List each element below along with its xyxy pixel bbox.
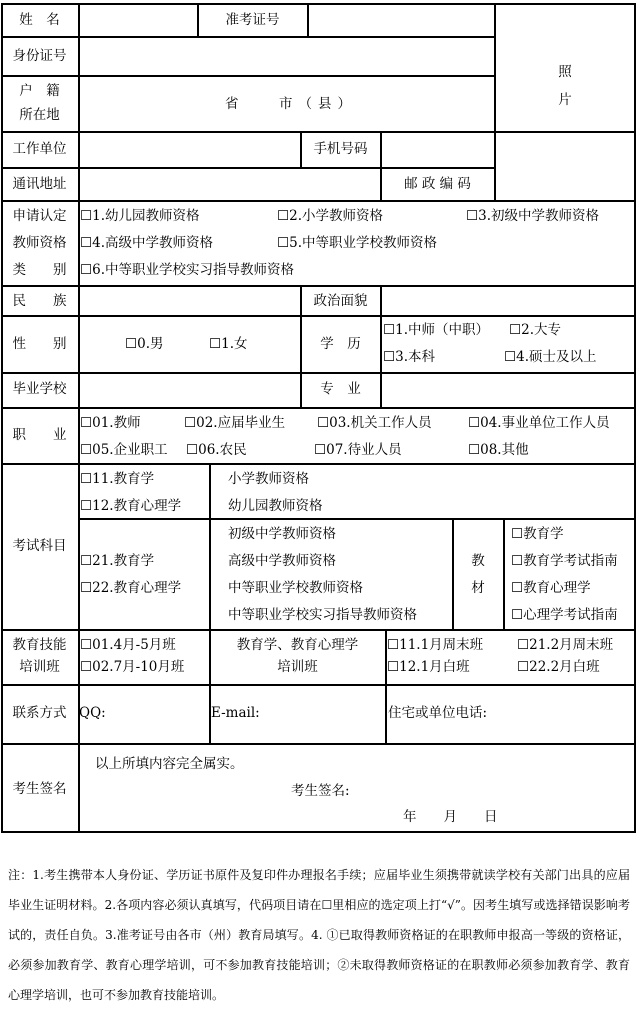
training-middle-text: 培训班 [277, 659, 318, 675]
grid-line [1, 200, 635, 202]
huji-label: 户 籍 [19, 83, 60, 99]
province-text: 省 [225, 96, 239, 112]
occupation-option[interactable]: ☐08.其他 [468, 442, 529, 458]
exam-level-text: 初级中学教师资格 [228, 526, 336, 542]
qualification-type-label: 教师资格 [12, 235, 67, 251]
qualification-option[interactable]: ☐1.幼儿园教师资格 [80, 208, 200, 224]
exam-level-text: 小学教师资格 [228, 471, 309, 487]
school-label: 毕业学校 [12, 381, 67, 397]
qualification-option[interactable]: ☐4.高级中学教师资格 [80, 235, 213, 251]
grid-line [1, 684, 635, 686]
exam-level-text: 高级中学教师资格 [228, 553, 336, 569]
training-option[interactable]: ☐01.4月-5月班 [80, 637, 176, 653]
textbook-option[interactable]: ☐教育学 [511, 526, 564, 542]
ethnic-field[interactable] [79, 286, 299, 315]
phone-field[interactable]: 住宅或单位电话: [388, 705, 488, 721]
education-option[interactable]: ☐4.硕士及以上 [504, 349, 597, 365]
huji-label: 所在地 [19, 107, 60, 123]
education-option[interactable]: ☐1.中师（中职） [383, 322, 489, 338]
textbook-label: 教 [471, 553, 485, 569]
education-option[interactable]: ☐3.本科 [383, 349, 435, 365]
exam-subject-option[interactable]: ☐21.教育学 [80, 553, 155, 569]
admission-number-label: 准考证号 [225, 12, 280, 28]
grid-line [78, 518, 635, 520]
exam-subject-option[interactable]: ☐11.教育学 [80, 471, 155, 487]
grid-line [1, 463, 635, 465]
training-option[interactable]: ☐11.1月周末班 [387, 637, 484, 653]
training-label: 培训班 [19, 659, 60, 675]
grid-line [1, 629, 635, 631]
exam-level-text: 中等职业学校实习指导教师资格 [228, 607, 417, 623]
footnotes: 注：1.考生携带本人身份证、学历证书原件及复印件办理报名手续；应届毕业生须携带就读学校有关部门出具的应届毕业生证明材料。2.各项内容必须认真填写，代码项目请在☐里相应的选定项上打“√”。因考生填写或选择错误影响考试的，责任自负。3.准考证号由各市（州）教育局填写。4. ①已取得教师资格证的在职教师申报高一等级的资格证，必须参加教育学、教育心理学培训，可不参加教育技能培训；②未取得教师资格证的在职教师必须参加教育学、教育心理学培训，也可不参加教育技能培训。 [8, 868, 630, 1002]
work-unit-label: 工作单位 [12, 141, 67, 157]
grid-line [503, 518, 505, 630]
qualification-option[interactable]: ☐2.小学教师资格 [277, 208, 383, 224]
city-text: 市（县） [279, 96, 357, 112]
postcode-label: 邮 政 编 码 [404, 176, 471, 192]
training-option[interactable]: ☐21.2月周末班 [517, 637, 614, 653]
address-field[interactable] [79, 168, 379, 200]
education-option[interactable]: ☐2.大专 [509, 322, 561, 338]
qualification-option[interactable]: ☐5.中等职业学校教师资格 [277, 235, 437, 251]
name-field[interactable] [79, 4, 196, 36]
textbook-option[interactable]: ☐教育心理学 [511, 580, 591, 596]
qualification-type-label: 申请认定 [12, 208, 67, 224]
work-unit-field[interactable] [79, 132, 299, 167]
date-text: 年 月 日 [403, 809, 498, 825]
training-option[interactable]: ☐02.7月-10月班 [80, 659, 185, 675]
training-middle-text: 教育学、教育心理学 [236, 637, 359, 653]
school-field[interactable] [79, 373, 299, 407]
major-label: 专 业 [320, 381, 361, 397]
exam-level-text: 中等职业学校教师资格 [228, 580, 363, 596]
name-label: 姓 名 [19, 12, 60, 28]
textbook-label: 材 [471, 580, 485, 596]
occupation-label: 职 业 [12, 427, 67, 443]
application-form [1, 3, 635, 833]
grid-line [1, 743, 635, 745]
qualification-option[interactable]: ☐6.中等职业学校实习指导教师资格 [80, 262, 294, 278]
declaration-text: 以上所填内容完全属实。 [95, 756, 244, 772]
gender-option-male[interactable]: ☐0.男 [125, 336, 164, 352]
mobile-field[interactable] [382, 132, 493, 167]
grid-line [1, 315, 635, 317]
email-field[interactable]: E-mail: [211, 705, 260, 721]
id-number-field[interactable] [79, 37, 493, 75]
occupation-option[interactable]: ☐05.企业职工 [80, 442, 168, 458]
qq-field[interactable]: QQ: [79, 705, 106, 721]
training-label: 教育技能 [12, 637, 67, 653]
address-label: 通讯地址 [12, 176, 67, 192]
occupation-option[interactable]: ☐03.机关工作人员 [317, 415, 432, 431]
contact-label: 联系方式 [12, 705, 67, 721]
qualification-option[interactable]: ☐3.初级中学教师资格 [466, 208, 599, 224]
grid-line [1, 75, 495, 77]
political-status-field[interactable] [382, 286, 633, 315]
postcode-field[interactable] [496, 168, 633, 200]
photo-label: 片 [558, 92, 572, 108]
training-option[interactable]: ☐12.1月白班 [387, 659, 470, 675]
exam-subject-option[interactable]: ☐12.教育心理学 [80, 498, 182, 514]
ethnic-label: 民 族 [12, 293, 67, 309]
education-label: 学 历 [320, 336, 361, 352]
occupation-option[interactable]: ☐02.应届毕业生 [184, 415, 286, 431]
occupation-option[interactable]: ☐01.教师 [80, 415, 141, 431]
occupation-option[interactable]: ☐04.事业单位工作人员 [468, 415, 610, 431]
qualification-type-label: 类 别 [12, 262, 67, 278]
signature-label: 考生签名 [12, 781, 67, 797]
id-number-label: 身份证号 [12, 48, 67, 64]
textbook-option[interactable]: ☐心理学考试指南 [511, 607, 618, 623]
grid-line [1, 831, 635, 833]
political-status-label: 政治面貌 [313, 293, 368, 309]
exam-level-text: 幼儿园教师资格 [228, 498, 323, 514]
gender-label: 性 别 [12, 336, 67, 352]
grid-line [209, 463, 211, 744]
occupation-option[interactable]: ☐06.农民 [186, 442, 247, 458]
textbook-option[interactable]: ☐教育学考试指南 [511, 553, 618, 569]
gender-option-female[interactable]: ☐1.女 [209, 336, 248, 352]
mobile-label: 手机号码 [313, 141, 368, 157]
signature-prompt[interactable]: 考生签名: [291, 783, 350, 799]
grid-line [452, 518, 454, 630]
exam-subject-option[interactable]: ☐22.教育心理学 [80, 580, 182, 596]
training-option[interactable]: ☐22.2月白班 [517, 659, 600, 675]
admission-number-field[interactable] [309, 4, 493, 36]
exam-subjects-label: 考试科目 [12, 538, 67, 554]
occupation-option[interactable]: ☐07.待业人员 [314, 442, 402, 458]
major-field[interactable] [382, 373, 633, 407]
grid-line [634, 3, 636, 833]
photo-label: 照 [558, 64, 572, 80]
grid-line [1, 407, 635, 409]
